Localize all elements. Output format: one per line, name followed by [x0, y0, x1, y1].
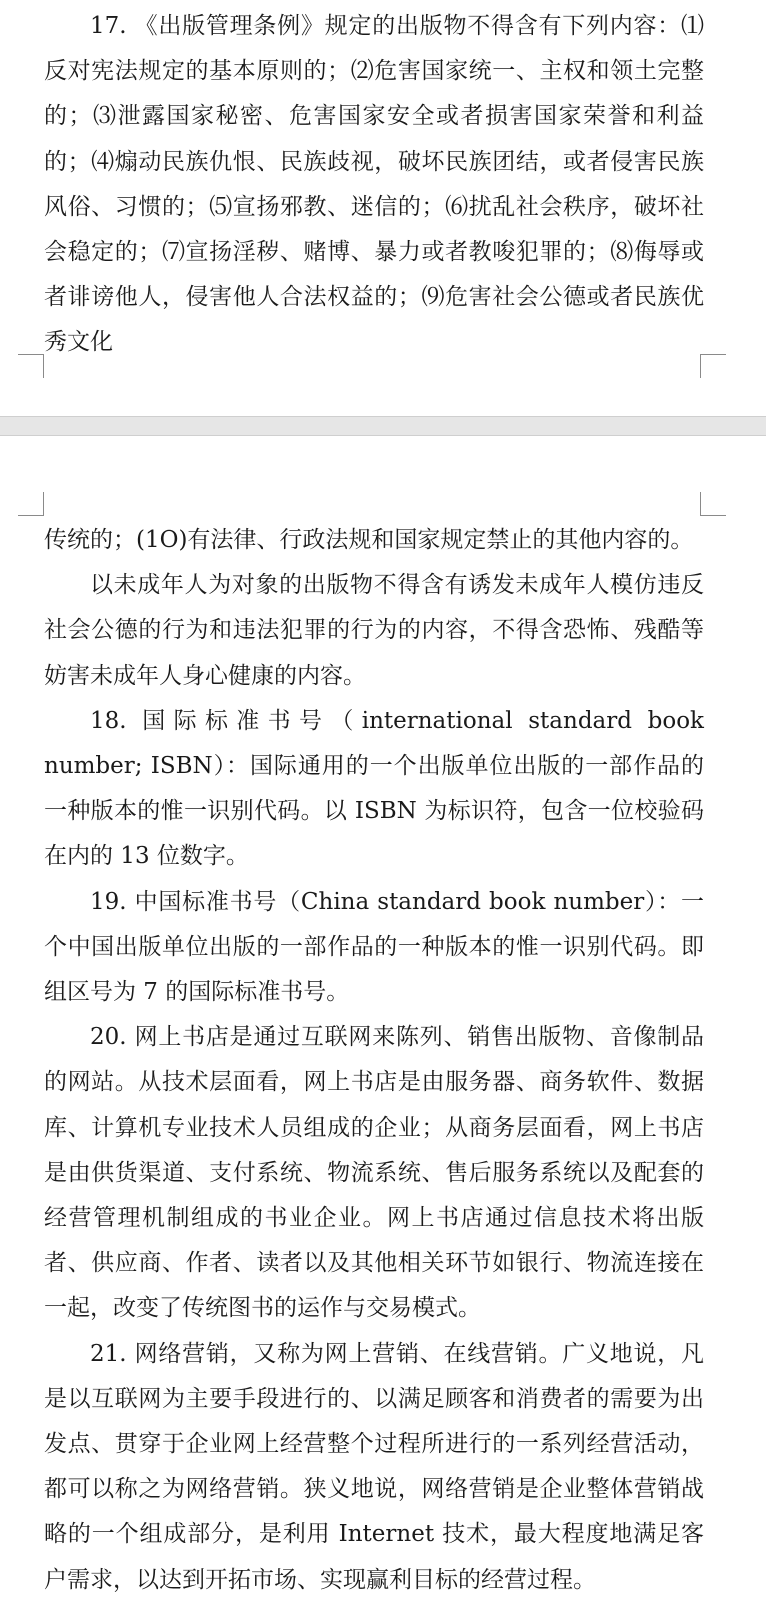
document-page-2: [0, 436, 766, 1593]
page-2-text: [44, 518, 704, 1603]
paragraph-18: 18. 国际标准书号（international standard book number; ISBN）：国际通用的一个出版单位出版的一部作品的一种版本的惟一识别代码。以 ISBN 为标识符，包含一位校验码在内的 13 位数字。: [44, 707, 704, 870]
margin-corner-mark-top-right: [700, 492, 726, 516]
margin-corner-mark-top-left: [18, 492, 44, 516]
paragraph-17: 17. 《出版管理条例》规定的出版物不得含有下列内容：⑴反对宪法规定的基本原则的；⑵危害国家统一、主权和领土完整的；⑶泄露国家秘密、危害国家安全或者损害国家荣誉和利益的；⑷煽动民族仇恨、民族歧视，破坏民族团结，或者侵害民族风俗、习惯的；⑸宣扬邪教、迷信的；⑹扰乱社会秩序，破坏社会稳定的；⑺宣扬淫秽、赌博、暴力或者教唆犯罪的；⑻侮辱或者诽谤他人，侵害他人合法权益的；⑼危害社会公德或者民族优秀文化: [44, 13, 704, 356]
margin-corner-mark-bottom-left: [18, 354, 44, 378]
page-1-text: [44, 4, 704, 366]
page-separator: [0, 416, 766, 436]
margin-corner-mark-bottom-right: [700, 354, 726, 378]
paragraph-19: 19. 中国标准书号（China standard book number）：一个中国出版单位出版的一部作品的一种版本的惟一识别代码。即组区号为 7 的国际标准书号。: [44, 888, 704, 1006]
document-page-1: [0, 0, 766, 416]
paragraph-20: 20. 网上书店是通过互联网来陈列、销售出版物、音像制品的网站。从技术层面看，网上书店是由服务器、商务软件、数据库、计算机专业技术人员组成的企业；从商务层面看，网上书店是由供货渠道、支付系统、物流系统、售后服务系统以及配套的经营管理机制组成的书业企业。网上书店通过信息技术将出版者、供应商、作者、读者以及其他相关环节如银行、物流连接在一起，改变了传统图书的运作与交易模式。: [44, 1024, 704, 1322]
paragraph-17-continuation: 传统的；(1O)有法律、行政法规和国家规定禁止的其他内容的。: [44, 527, 694, 553]
paragraph-21: 21. 网络营销，又称为网上营销、在线营销。广义地说，凡是以互联网为主要手段进行的、以满足顾客和消费者的需要为出发点、贯穿于企业网上经营整个过程所进行的一系列经营活动，都可以称之为网络营销。狭义地说，网络营销是企业整体营销战略的一个组成部分，是利用 Internet 技术，最大程度地满足客户需求，以达到开拓市场、实现赢利目标的经营过程。: [44, 1340, 704, 1593]
paragraph-minors: 以未成年人为对象的出版物不得含有诱发未成年人模仿违反社会公德的行为和违法犯罪的行为的内容，不得含恐怖、残酷等妨害未成年人身心健康的内容。: [44, 572, 704, 689]
